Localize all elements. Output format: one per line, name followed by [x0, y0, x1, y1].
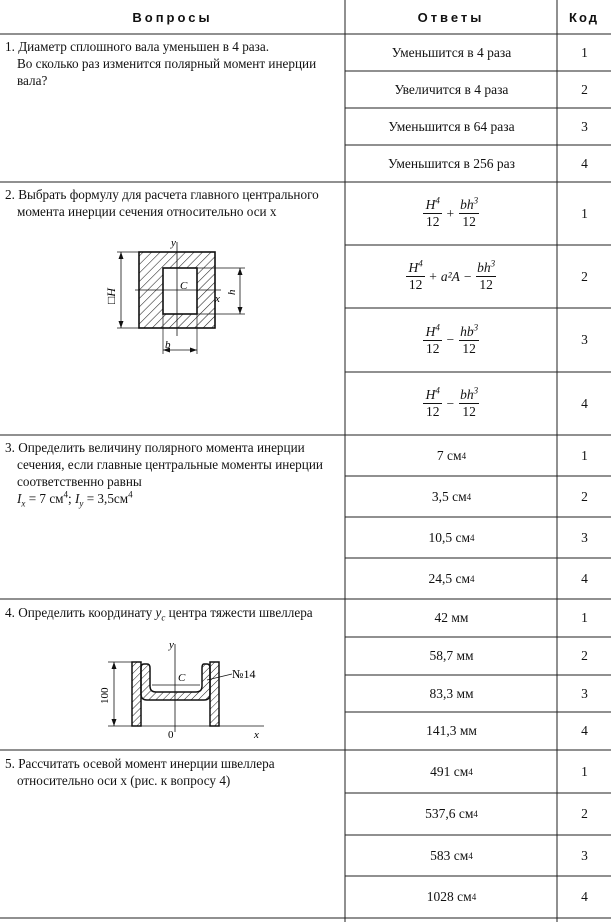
- formula-2-frac-1: $\frac{H^4}{12}$: [406, 260, 426, 293]
- answer-3-4: 24,5 см 4: [428, 570, 475, 586]
- fig-2-label-y: y: [171, 237, 176, 249]
- code-2-3: 3: [581, 332, 588, 347]
- fig-2-label-h: h: [226, 289, 238, 295]
- question-5: [5, 755, 343, 789]
- question-3-given: $I_x = 7$ $см^4$; $I_y = 3,5см^4$: [17, 489, 133, 509]
- code-4-2: 2: [581, 648, 588, 663]
- answer-2-3: [347, 308, 556, 372]
- code-1-2: 2: [581, 81, 588, 97]
- question-3: [5, 439, 343, 507]
- code-3-3: 3: [581, 529, 588, 545]
- fig-4-label-x: x: [254, 729, 259, 741]
- fig-2-label-x: x: [215, 293, 220, 305]
- answer-4-2: 58,7 мм: [429, 648, 474, 663]
- fig-4-label-zero: 0: [168, 729, 174, 741]
- answer-3-1: 7 см 4: [436, 447, 467, 463]
- formula-3-op: −: [446, 332, 455, 347]
- answer-5-2: 537,6 см 4: [425, 806, 478, 821]
- formula-4-op: −: [446, 395, 455, 411]
- code-3-1: 1: [581, 447, 588, 463]
- code-1-1: 1: [581, 44, 588, 60]
- question-1-line-3: вала?: [17, 73, 48, 88]
- question-3-line-1: 3. Определить величину полярного момента инерции: [5, 440, 305, 455]
- code-2-2: 2: [581, 268, 588, 284]
- question-5-line-2: относительно оси x (рис. к вопросу 4): [17, 773, 231, 788]
- code-1-4: 4: [581, 155, 588, 171]
- fig-4-label-c: C: [178, 672, 186, 684]
- header-code: Код: [569, 9, 599, 25]
- code-3-4: 4: [581, 570, 588, 586]
- question-5-line-1: 5. Рассчитать осевой момент инерции швеллера: [5, 756, 275, 771]
- answer-5-1: 491 см 4: [430, 763, 473, 779]
- fig-4-label-no14: №14: [232, 667, 256, 681]
- answer-5-3: 583 см 4: [430, 847, 473, 863]
- question-4: [5, 604, 343, 621]
- answer-2-4: [347, 372, 556, 435]
- answer-3-2: 3,5 см 4: [431, 488, 472, 504]
- formula-3-frac-2: $\frac{hb^3}{12}$: [460, 322, 479, 356]
- formula-4-frac-1: $\frac{H^4}{12}$: [423, 387, 443, 420]
- answer-4-3: 83,3 мм: [429, 685, 474, 701]
- right-plate: [210, 662, 219, 726]
- question-4-line-1: 4. Определить координату $y_c$ центра тяжести швеллера: [5, 605, 313, 623]
- header-questions: Вопросы: [132, 9, 213, 25]
- fig-2-label-H: □H: [104, 288, 118, 304]
- formula-2-frac-2: $\frac{bh^3}{12}$: [477, 258, 496, 292]
- answer-4-1: 42 мм: [434, 610, 469, 625]
- answer-1-4: Уменьшится в 256 раз: [388, 155, 515, 171]
- code-5-3: 3: [581, 847, 588, 863]
- fig-2-label-b: b: [165, 339, 171, 351]
- code-4-4: 4: [581, 723, 588, 738]
- question-3-line-2: сечения, если главные центральные моменты инерции: [17, 457, 323, 472]
- code-2-1: 1: [581, 205, 588, 221]
- answer-1-1: Уменьшится в 4 раза: [391, 44, 512, 60]
- formula-3-frac-1: $\frac{H^4}{12}$: [423, 324, 443, 357]
- left-plate: [132, 662, 141, 726]
- answer-1-3: Уменьшится в 64 раза: [388, 118, 515, 134]
- question-1: [5, 38, 343, 89]
- fig-2-label-c: C: [180, 280, 188, 292]
- question-3-line-3: соответственно равны: [17, 474, 142, 489]
- answer-2-2: [347, 245, 556, 308]
- hollow-section-figure: [95, 232, 255, 362]
- formula-1-frac-2: $\frac{bh^3}{12}$: [460, 195, 479, 229]
- code-5-1: 1: [581, 763, 588, 779]
- formula-1-frac-1: $\frac{H^4}{12}$: [423, 197, 443, 230]
- answer-4-4: 141,3 мм: [426, 723, 477, 738]
- code-3-2: 2: [581, 488, 588, 504]
- code-4-1: 1: [581, 610, 588, 625]
- channel-section-figure: [92, 636, 282, 746]
- code-1-3: 3: [581, 118, 588, 134]
- answer-2-1: [347, 182, 556, 245]
- formula-2-mid: + a²A −: [428, 268, 473, 284]
- answer-3-3: 10,5 см 4: [428, 529, 475, 545]
- question-1-line-1: 1. Диаметр сплошного вала уменьшен в 4 раза.: [5, 39, 269, 54]
- question-2: [5, 186, 343, 220]
- answer-5-4: 1028 см 4: [426, 889, 477, 904]
- channel-profile: [141, 664, 210, 700]
- question-2-line-2: момента инерции сечения относительно оси x: [17, 204, 277, 219]
- code-2-4: 4: [581, 395, 588, 411]
- formula-1-op: +: [446, 205, 455, 221]
- question-2-line-1: 2. Выбрать формулу для расчета главного центрального: [5, 187, 319, 202]
- header-answers: Ответы: [417, 9, 485, 25]
- fig-4-label-100: 100: [99, 687, 111, 704]
- code-5-2: 2: [581, 806, 588, 821]
- code-4-3: 3: [581, 685, 588, 701]
- answer-1-2: Увеличится в 4 раза: [394, 81, 509, 97]
- code-5-4: 4: [581, 889, 588, 904]
- formula-4-frac-2: $\frac{bh^3}{12}$: [460, 385, 479, 419]
- question-1-line-2: Во сколько раз изменится полярный момент инерции: [17, 56, 317, 71]
- fig-4-label-y: y: [169, 639, 174, 651]
